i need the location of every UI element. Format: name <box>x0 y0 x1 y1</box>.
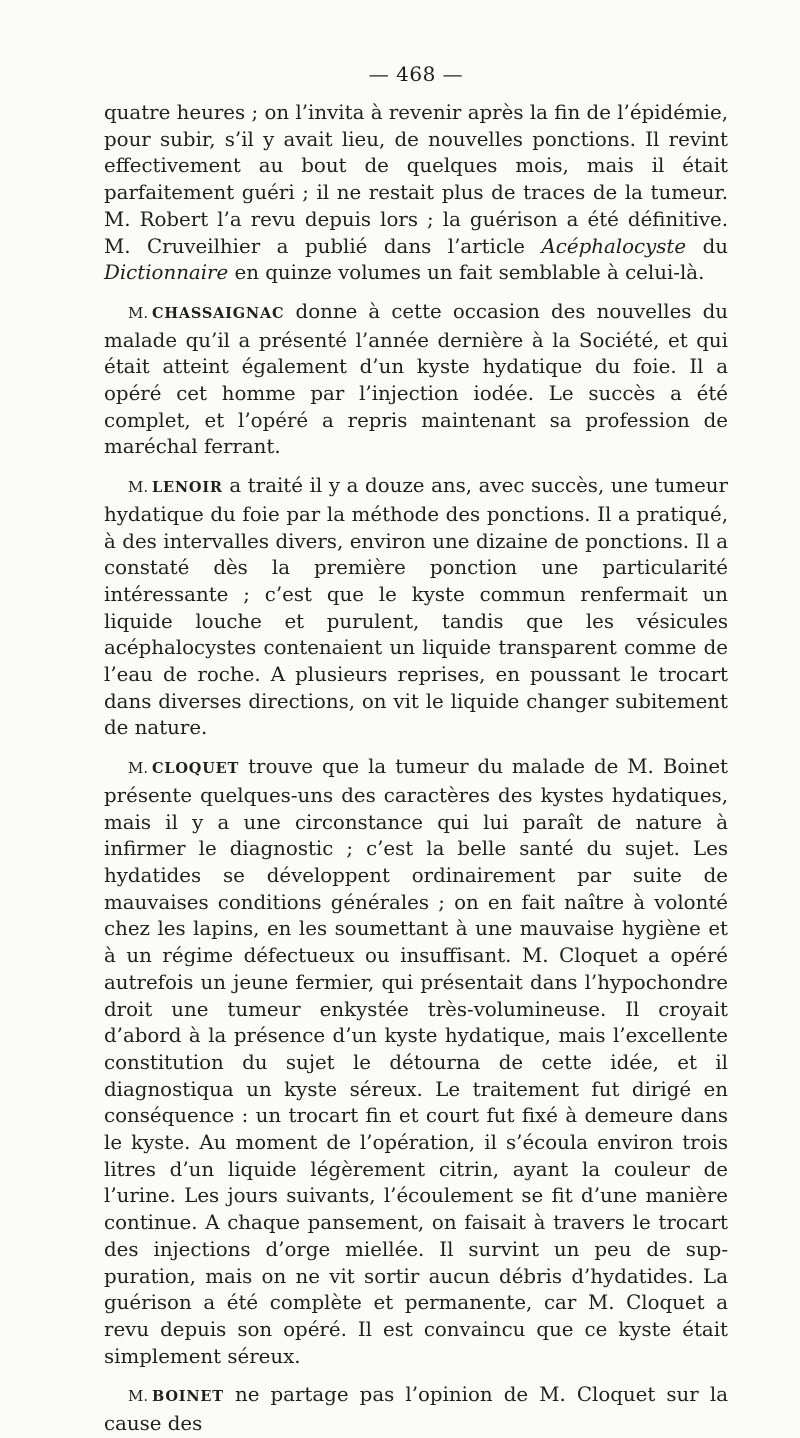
paragraph-1-text-c: en quinze volumes un fait semblable à celui-là. <box>228 261 705 285</box>
paragraph-cloquet <box>104 754 728 1370</box>
speaker-prefix: M. <box>128 759 149 778</box>
paragraph-boinet-text: ne partage pas l’opinion de M. Cloquet sur la cause des <box>104 1383 728 1436</box>
document-page <box>104 60 728 1438</box>
speaker-prefix: M. <box>128 303 149 322</box>
speaker-prefix: M. <box>128 1387 149 1406</box>
speaker-name-cloquet: CLOQUET <box>152 760 240 778</box>
paragraph-lenoir <box>104 473 728 742</box>
paragraph-1-italic-dictionnaire: Dictionnaire <box>104 261 229 285</box>
page-number: — 468 — <box>368 62 464 86</box>
paragraph-cloquet-text: trouve que la tumeur du malade de M. Boinet présente quelques-uns des caractères des kystes hydatiques, mais il y a une circonstance qui lui paraît de nature à infirmer le diagnostic ; c’est la belle santé du sujet. Les hydatides se développent ordinairement par suite de mauvaises conditions générales ; on en fait naître à volonté chez les lapins, en les soumettant à une mauvaise hygiène et à un régime défectueux ou insuffisant. M. Cloquet a opéré autrefois un jeune fermier, qui présentait dans l’hypochondre droit une tumeur enkystée très-volumineuse. Il croyait d’abord à la présence d’un kyste hydatique, mais l’excellente constitution du sujet le détourna de cette idée, et il diagnostiqua un kyste séreux. Le traitement fut dirigé en conséquence : un trocart fin et court fut fixé à demeure dans le kyste. Au moment de l’opération, il s’écoula environ trois litres d’un liquide légèrement citrin, ayant la couleur de l’urine. Les jours suivants, l’écoulement se fit d’une manière continue. A chaque pansement, on faisait à travers le trocart des injections d’orge miellée. Il survint un peu de suppuration, mais on ne vit sortir aucun débris d’hydatides. La guérison a été complète et permanente, car M. Cloquet a revu depuis son opéré. Il est convaincu que ce kyste était simplement séreux. <box>104 755 728 1368</box>
paragraph-1 <box>104 100 728 287</box>
paragraph-lenoir-text: a traité il y a douze ans, avec succès, une tumeur hydatique du foie par la méthode des ponctions. Il a pratiqué, à des intervalles divers, environ une dizaine de ponctions. Il a constaté dès la première ponction une particularité intéressante ; c’est que le kyste commun renfermait un liquide louche et purulent, tandis que les vésicules acéphalocystes contenaient un liquide transparent comme de l’eau de roche. A plusieurs reprises, en poussant le trocart dans diverses directions, on vit le liquide changer subitement de nature. <box>104 474 728 740</box>
paragraph-1-text-b: du <box>686 234 728 258</box>
speaker-name-chassaignac: CHASSAIGNAC <box>152 304 285 322</box>
paragraph-chassaignac-text: donne à cette occasion des nouvelles du malade qu’il a présenté l’année dernière à la Société, et qui était atteint également d’un kyste hydatique du foie. Il a opéré cet homme par l’injection iodée. Le succès a été complet, et l’opéré a repris maintenant sa profession de maréchal ferrant. <box>104 299 728 459</box>
paragraph-1-text-a: quatre heures ; on l’invita à revenir après la fin de l’épidémie, pour subir, s’il y avait lieu, de nouvelles ponctions. Il revint effectivement au bout de quelques mois, mais il était parfaitement guéri ; il ne restait plus de traces de la tumeur. M. Robert l’a revu depuis lors ; la guérison a été définitive. M. Cruveilhier a publié dans l’article <box>104 101 728 258</box>
speaker-prefix: M. <box>128 478 149 497</box>
paragraph-boinet <box>104 1382 728 1437</box>
speaker-name-lenoir: LENOIR <box>152 479 223 497</box>
paragraph-chassaignac <box>104 299 728 461</box>
speaker-name-boinet: BOINET <box>152 1388 224 1406</box>
paragraph-1-italic-acephalocyste: Acéphalocyste <box>541 234 687 258</box>
